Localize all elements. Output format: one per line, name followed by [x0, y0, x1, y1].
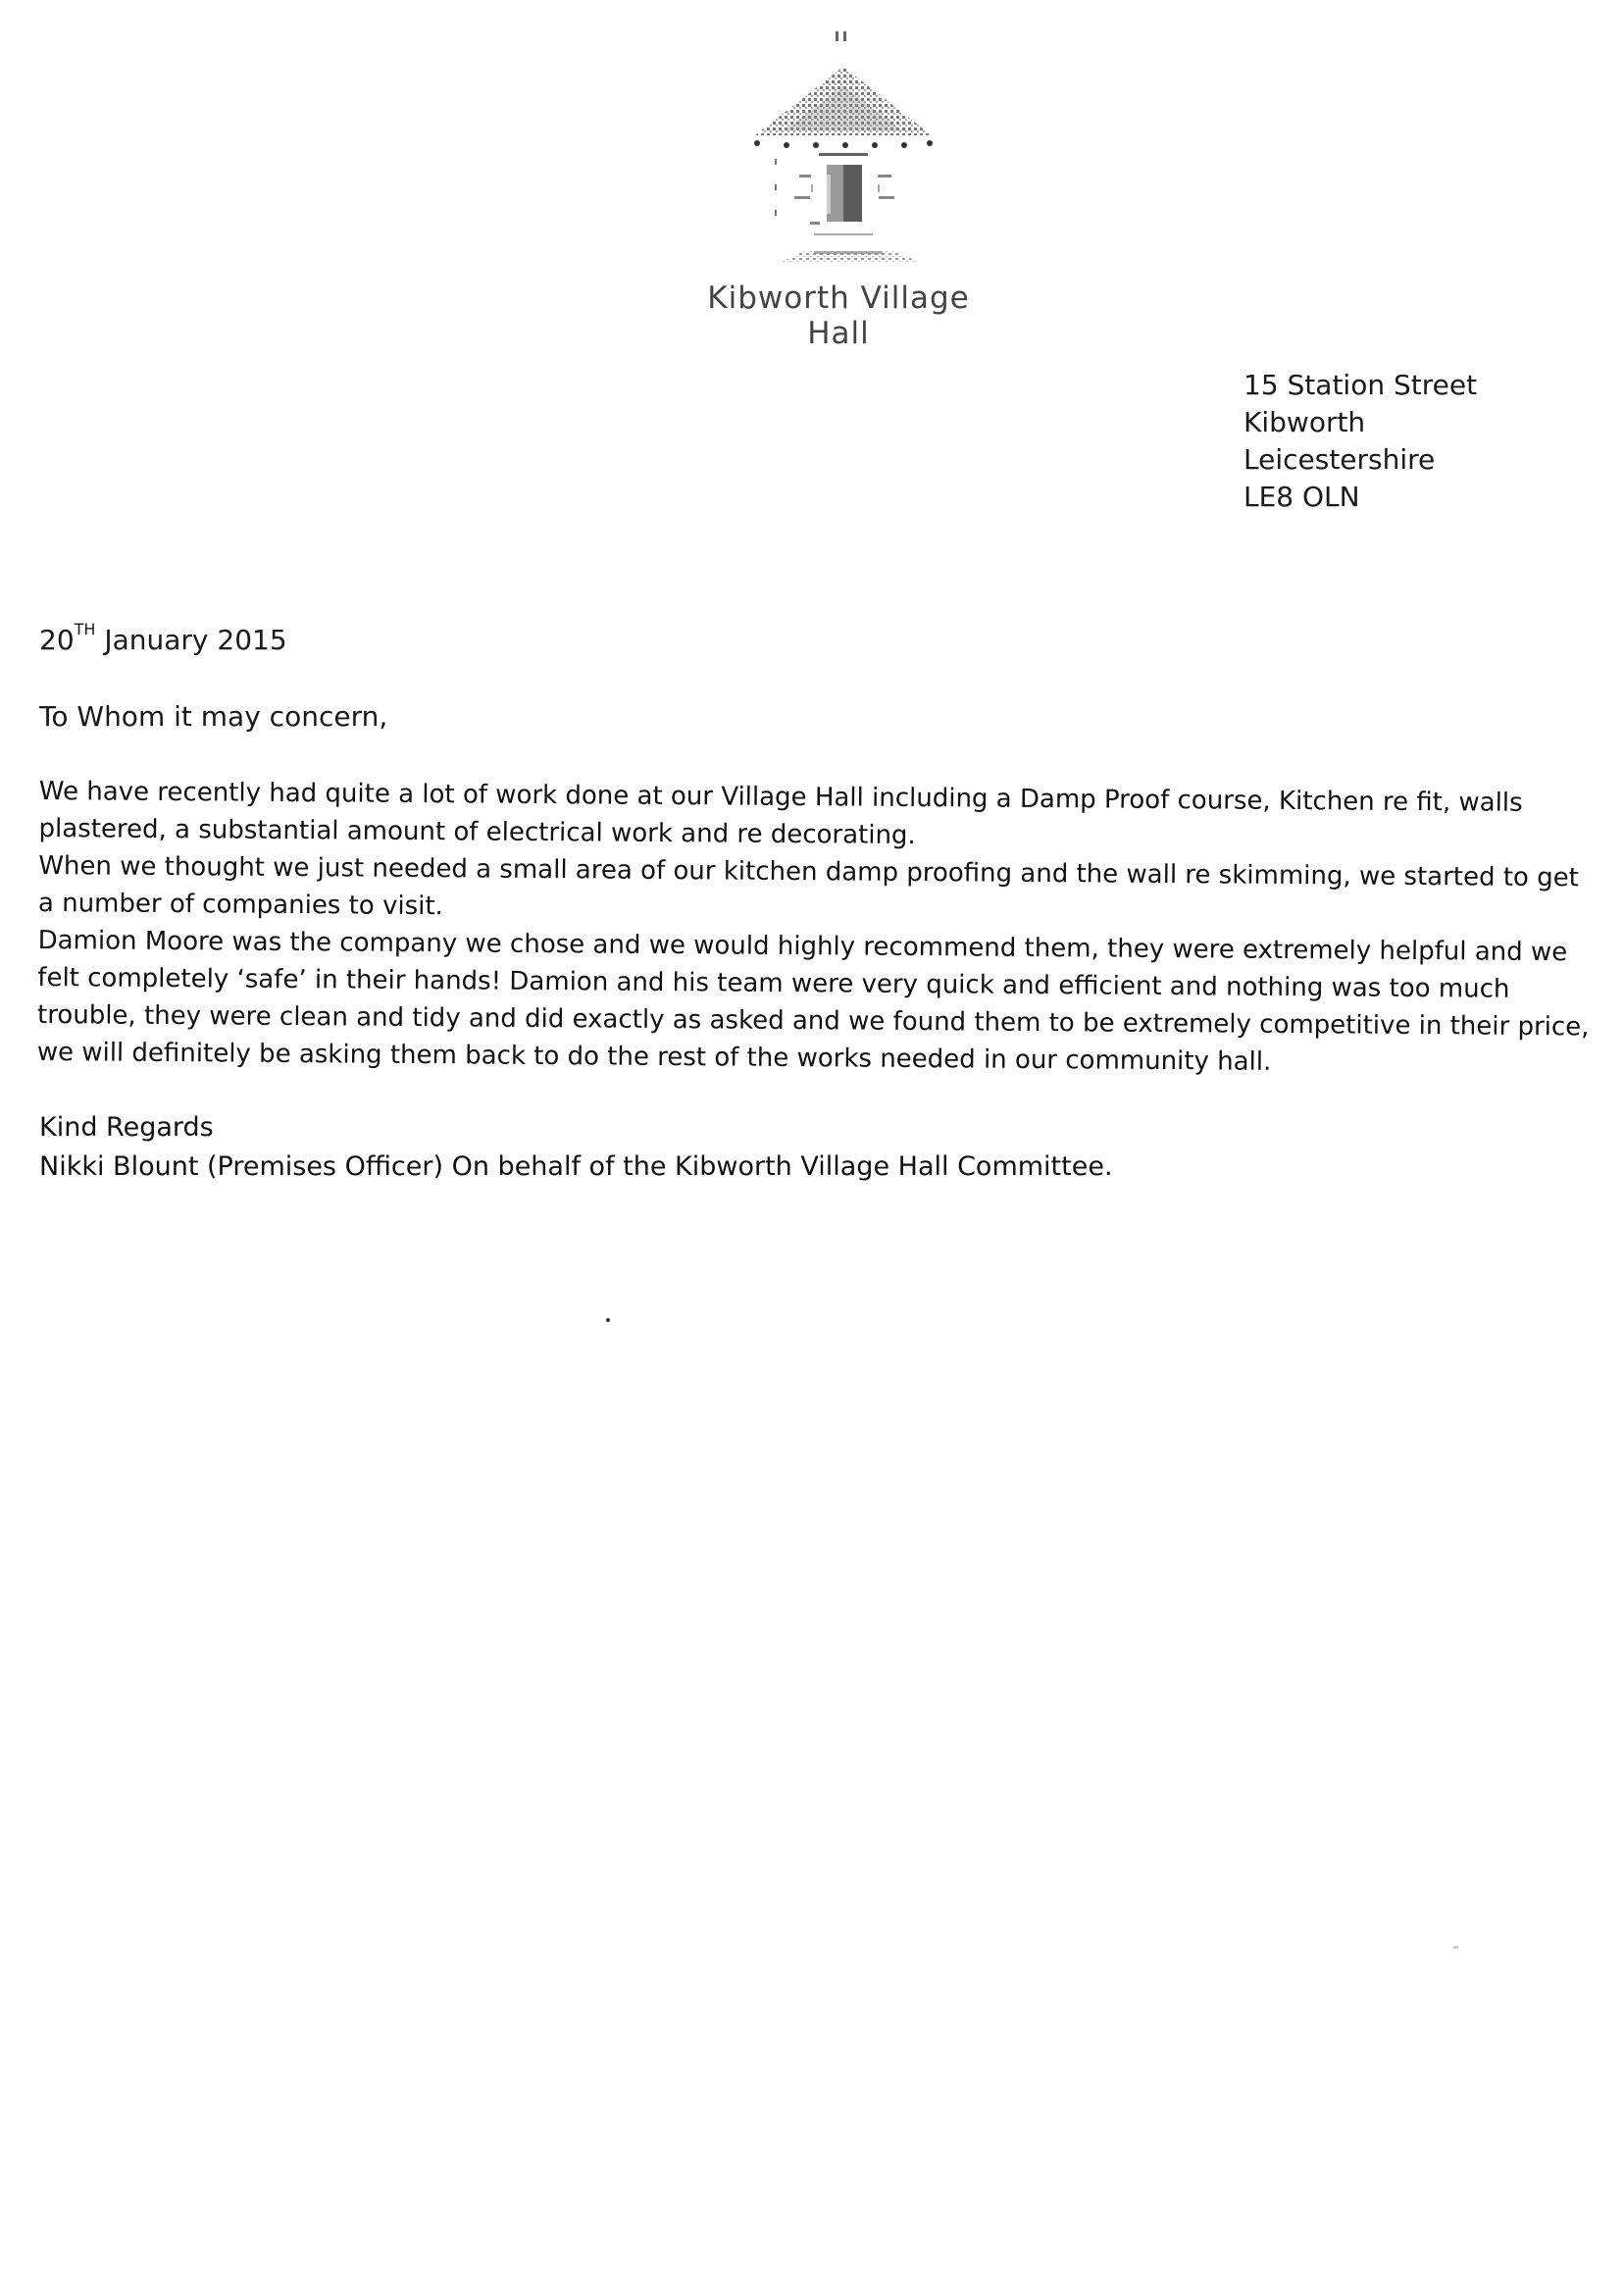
sender-address — [1243, 367, 1477, 516]
date-day: 20 — [39, 624, 75, 656]
salutation: To Whom it may concern, — [39, 700, 388, 733]
scan-speck-2 — [1453, 1946, 1458, 1949]
paragraph-2: When we thought we just needed a small area of our kitchen damp proofing and the wall re skimming, we started to get a number of companies to visit. — [37, 850, 1579, 922]
paragraph-3: Damion Moore was the company we chose and we would highly recommend them, they were extremely helpful and we felt completely ‘safe’ in their hands! Damion and his team were very quick and efficient and nothing was too much trouble, they were clean and tidy and did exactly as asked and we found them to be extremely competitive in their price, we will definitely be asking them back to do the rest of the works needed in our community hall. — [36, 925, 1590, 1077]
signature-line: Nikki Blount (Premises Officer) On behalf of the Kibworth Village Hall Committee. — [39, 1151, 1113, 1182]
address-line-2: Kibworth — [1243, 406, 1366, 438]
address-line-3: Leicestershire — [1243, 443, 1436, 476]
address-line-4: LE8 OLN — [1243, 481, 1360, 513]
letter-closing — [39, 1108, 1113, 1187]
closing-phrase: Kind Regards — [39, 1112, 214, 1143]
scan-speck — [606, 1318, 610, 1322]
date-rest: January 2015 — [95, 624, 287, 656]
address-line-1: 15 Station Street — [1243, 369, 1478, 401]
letter-date — [39, 620, 287, 656]
letter-body — [37, 773, 1594, 1083]
letterhead — [686, 27, 990, 351]
paragraph-1: We have recently had quite a lot of work done at our Village Hall including a Damp Proof course, Kitchen re fit, walls plastered, a substantial amount of electrical work and re decorating. — [38, 776, 1523, 851]
organization-name: Kibworth Village Hall — [707, 280, 970, 351]
date-suffix: TH — [74, 620, 96, 638]
village-hall-building-icon — [696, 27, 990, 282]
